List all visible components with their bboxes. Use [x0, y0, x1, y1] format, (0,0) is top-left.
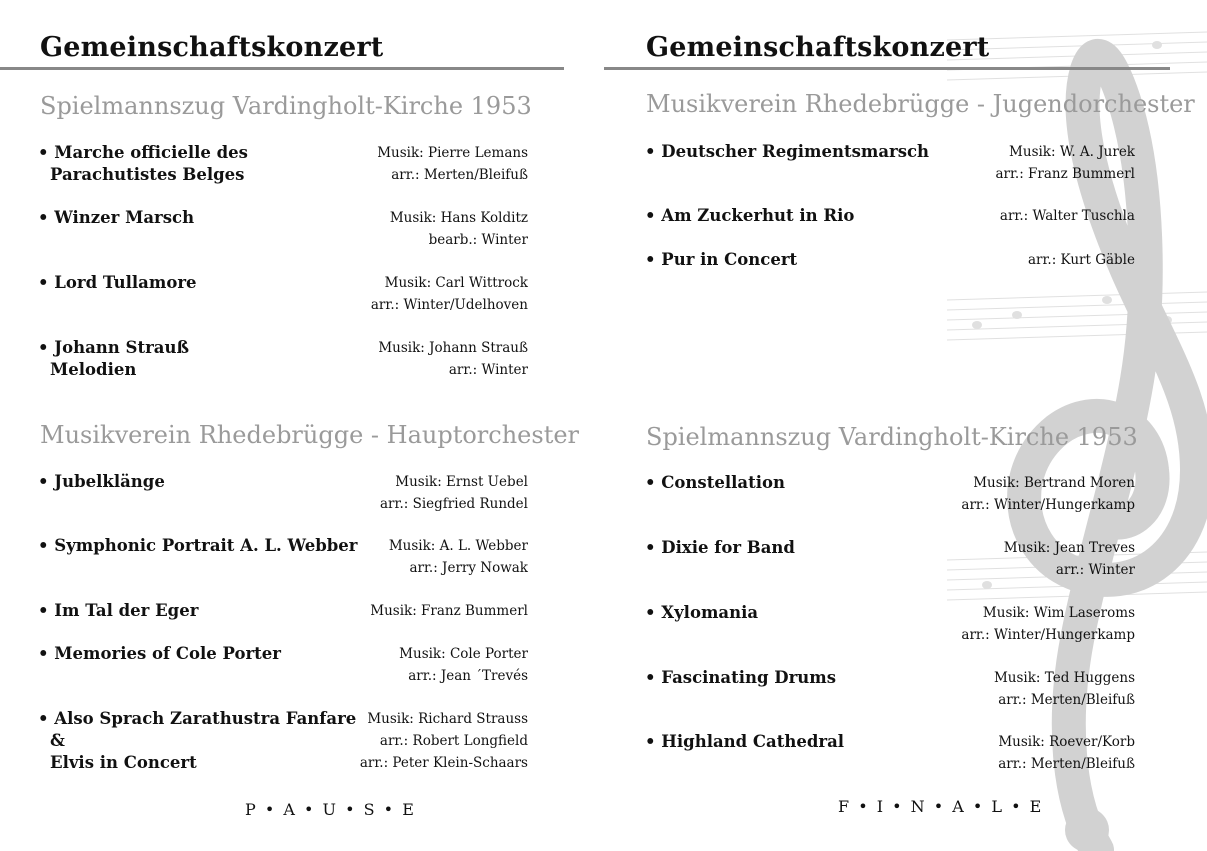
pause-label: P • A • U • S • E — [245, 800, 416, 819]
piece-title: • Am Zuckerhut in Rio — [645, 206, 855, 225]
section-heading-vardingholt-left: Spielmannszug Vardingholt-Kirche 1953 — [40, 92, 532, 120]
piece-credits: Musik: Hans Kolditz bearb.: Winter — [389, 210, 528, 248]
finale-label: F • I • N • A • L • E — [838, 797, 1044, 816]
piece-title: • Fascinating Drums — [645, 668, 837, 687]
piece-credits: Musik: Carl Wittrock arr.: Winter/Udelhoven — [370, 275, 528, 313]
piece-title: • Deutscher Regimentsmarsch — [645, 142, 930, 161]
piece-title: • Xylomania — [645, 603, 759, 622]
piece-credits: arr.: Walter Tuschla — [999, 208, 1135, 224]
section-heading-hauptorchester: Musikverein Rhedebrügge - Hauptorchester — [40, 421, 580, 449]
piece-title: • Lord Tullamore — [38, 273, 197, 292]
piece-title: • Symphonic Portrait A. L. Webber — [38, 536, 358, 555]
piece-title: • Dixie for Band — [645, 538, 795, 557]
section-heading-vardingholt-right: Spielmannszug Vardingholt-Kirche 1953 — [646, 423, 1138, 451]
piece-credits: Musik: Ted Huggens arr.: Merten/Bleifuß — [993, 670, 1135, 708]
piece-credits: Musik: Bertrand Moren arr.: Winter/Hungerkamp — [961, 475, 1135, 513]
piece-title: • Johann Strauß Melodien — [38, 338, 189, 379]
piece-title: • Pur in Concert — [645, 250, 798, 269]
piece-title: • Also Sprach Zarathustra Fanfare & Elvis in Concert — [38, 709, 357, 772]
right-page-title: Gemeinschaftskonzert — [646, 32, 990, 63]
piece-title: • Highland Cathedral — [645, 732, 845, 751]
piece-credits: Musik: Pierre Lemans arr.: Merten/Bleifuß — [377, 145, 528, 183]
left-title-divider — [0, 67, 564, 70]
piece-title: • Memories of Cole Porter — [38, 644, 281, 663]
piece-credits: arr.: Kurt Gäble — [1027, 252, 1135, 268]
piece-title: • Marche officielle des Parachutistes Belges — [38, 143, 248, 184]
left-page-title: Gemeinschaftskonzert — [40, 32, 384, 63]
piece-credits: Musik: Roever/Korb arr.: Merten/Bleifuß — [998, 734, 1135, 772]
piece-credits: Musik: Ernst Uebel arr.: Siegfried Rundel — [380, 474, 528, 512]
right-title-divider — [604, 67, 1170, 70]
right-page — [604, 0, 1207, 851]
piece-title: • Jubelklänge — [38, 472, 165, 491]
piece-credits: Musik: A. L. Webber arr.: Jerry Nowak — [388, 538, 528, 576]
piece-credits: Musik: Jean Treves arr.: Winter — [1003, 540, 1135, 578]
piece-title: • Constellation — [645, 473, 785, 492]
piece-credits: Musik: Wim Laseroms arr.: Winter/Hungerkamp — [961, 605, 1135, 643]
piece-credits: Musik: Johann Strauß arr.: Winter — [378, 340, 528, 378]
piece-title: • Im Tal der Eger — [38, 601, 199, 620]
section-heading-jugendorchester: Musikverein Rhedebrügge - Jugendorchester — [646, 90, 1195, 118]
piece-credits: Musik: Franz Bummerl — [370, 603, 528, 619]
piece-title: • Winzer Marsch — [38, 208, 195, 227]
piece-credits: Musik: W. A. Jurek arr.: Franz Bummerl — [995, 144, 1135, 182]
left-page — [0, 0, 600, 851]
piece-credits: Musik: Richard Strauss arr.: Robert Longfield arr.: Peter Klein-Schaars — [359, 711, 528, 771]
piece-credits: Musik: Cole Porter arr.: Jean ´Trevés — [399, 646, 528, 684]
